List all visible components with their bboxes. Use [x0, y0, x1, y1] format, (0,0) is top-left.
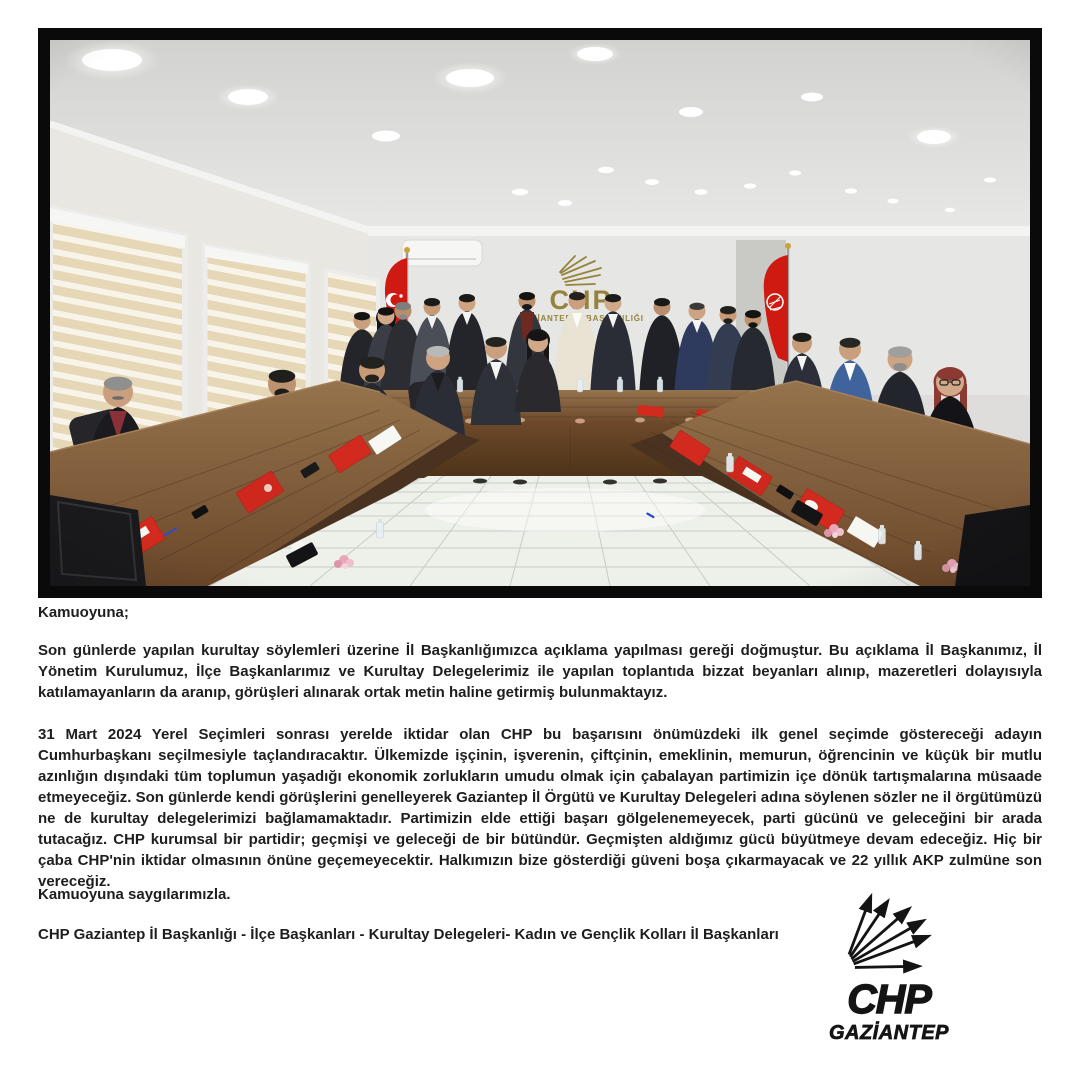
signature-line: CHP Gaziantep İl Başkanlığı - İlçe Başkanları - Kurultay Delegeleri- Kadın ve Gençlik Kolları İl Başkanları: [38, 926, 779, 943]
logo-title: CHP: [847, 976, 931, 1022]
six-arrows-icon: [830, 884, 948, 978]
chp-gaziantep-logo: [800, 884, 978, 1045]
statement-paragraph-1: Son günlerde yapılan kurultay söylemleri üzerine İl Başkanlığımızca açıklama yapılması gereği doğmuştur. Bu açıklama İl Başkanımız, İl Yönetim Kurulumuz, İlçe Başkanlarımız ve Kurultay Delegelerimiz ile yapılan toplantıda bizzat beyanları alınıp, mazeretleri dolayısıyla katılamayanların da aranıp, görüşleri alınarak ortak metin haline getirmiş bulunmaktayız.: [38, 642, 1042, 701]
statement-paragraph-2: 31 Mart 2024 Yerel Seçimleri sonrası yerelde iktidar olan CHP bu başarısını önümüzdeki ilk genel seçimde göstereceği adayın Cumhurbaşkanı seçilmesiyle taçlandıracaktır. Ülkemizde işçinin, işverenin, çiftçinin, emeklinin, memurun, öğrencinin ve küçük bir mutlu azınlığın dışındaki tüm toplumun yaşadığı ekonomik zorlukların umudu olmak için çabalayan partimizin içe dönük tartışmalarına müsaade etmeyeceğiz. Son günlerde kendi görüşlerini genelleyerek Gaziantep İl Örgütü ve Kurultay Delegeleri adına söylenen sözler ne il örgütümüzü ne de kurultay delegelerimizi bağlamamaktadır. Partimizin elde ettiği başarı gölgelenemeyecek, parti gücünü ve geleceğini bir arada tutacağız. CHP kurumsal bir partidir; geçmişi ve geleceği de bir bütündür. Geçmişten aldığımız gücü büyütmeye devam edeceğiz. Hiç bir çaba CHP'nin iktidar olmasının önüne geçemeyecektir. Halkımızın bize gösterdiği güveni boşa çıkarmayacak ve 22 yıllık AKP zulmüne son vereceğiz.: [38, 726, 1042, 890]
meeting-photo: [50, 40, 1030, 586]
closing-line: Kamuoyuna saygılarımızla.: [38, 886, 231, 903]
vignette: [50, 40, 1030, 586]
logo-subtitle: GAZİANTEP: [828, 1021, 950, 1044]
salutation: Kamuoyuna;: [38, 604, 129, 621]
meeting-photo-frame: [38, 28, 1042, 598]
